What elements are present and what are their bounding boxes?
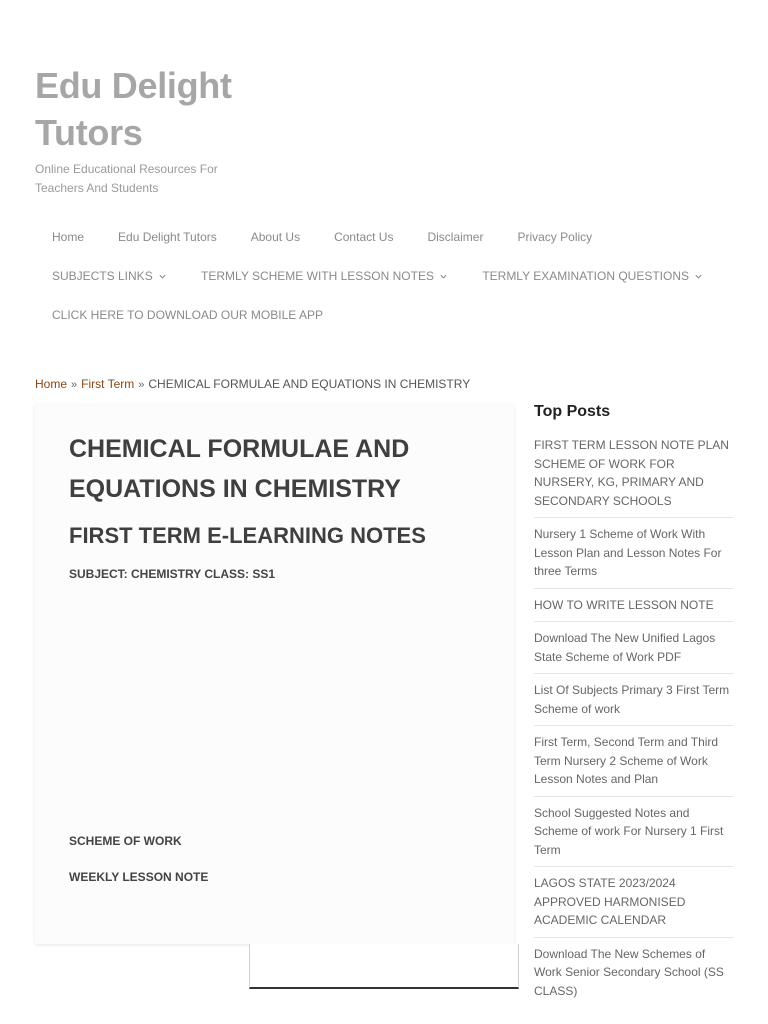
- nav-dropdown-termly-exam[interactable]: [465, 268, 720, 284]
- sidebar-title: Top Posts: [534, 403, 611, 420]
- nav-item-contact-us[interactable]: Contact Us: [334, 230, 394, 244]
- chevron-down-icon: [158, 272, 167, 281]
- nav-row-app: [35, 307, 340, 323]
- nav-row-dropdowns: [35, 268, 720, 284]
- breadcrumb: [35, 376, 470, 393]
- top-post-link[interactable]: HOW TO WRITE LESSON NOTE: [534, 596, 733, 623]
- nav-dropdown-termly-scheme[interactable]: [184, 268, 465, 284]
- breadcrumb-separator: »: [138, 379, 145, 391]
- chevron-down-icon: [694, 272, 703, 281]
- top-post-link[interactable]: Download The New Schemes of Work Senior Secondary School (SS CLASS): [534, 946, 724, 998]
- post-subtitle: FIRST TERM E-LEARNING NOTES: [69, 523, 426, 548]
- nav-dropdown-label: SUBJECTS LINKS: [52, 269, 153, 283]
- post-card: [35, 404, 514, 944]
- sidebar: [534, 402, 733, 1014]
- top-posts-list: [534, 436, 733, 1007]
- breadcrumb-home[interactable]: Home: [35, 377, 68, 391]
- top-post-link[interactable]: First Term, Second Term and Third Term Nursery 2 Scheme of Work Lesson Notes and Plan: [534, 733, 733, 797]
- site-description: Online Educational Resources For Teachers And Students: [35, 162, 218, 195]
- breadcrumb-category[interactable]: First Term: [81, 377, 135, 391]
- nav-dropdown-subjects-links[interactable]: [35, 268, 184, 284]
- subject-class-line: SUBJECT: CHEMISTRY CLASS: SS1: [69, 567, 276, 581]
- scheme-of-work-link[interactable]: SCHEME OF WORK: [69, 834, 182, 848]
- nav-item-privacy-policy[interactable]: Privacy Policy: [517, 230, 593, 244]
- nav-item-download-app[interactable]: CLICK HERE TO DOWNLOAD OUR MOBILE APP: [52, 308, 323, 322]
- nav-dropdown-label: TERMLY SCHEME WITH LESSON NOTES: [201, 269, 434, 283]
- breadcrumb-current: CHEMICAL FORMULAE AND EQUATIONS IN CHEMISTRY: [148, 377, 471, 391]
- top-post-link[interactable]: Download The New Unified Lagos State Scheme of Work PDF: [534, 629, 733, 674]
- ad-banner[interactable]: [249, 944, 519, 989]
- top-post-link[interactable]: School Suggested Notes and Scheme of work For Nursery 1 First Term: [534, 804, 733, 868]
- nav-item-about-us[interactable]: About Us: [250, 230, 301, 244]
- nav-item-home[interactable]: Home: [52, 230, 85, 244]
- site-title[interactable]: Edu Delight Tutors: [35, 65, 232, 153]
- breadcrumb-separator: »: [71, 379, 78, 391]
- nav-item-disclaimer[interactable]: Disclaimer: [427, 230, 484, 244]
- nav-item-edu-delight-tutors[interactable]: Edu Delight Tutors: [118, 230, 217, 244]
- weekly-lesson-note-link[interactable]: WEEKLY LESSON NOTE: [69, 870, 209, 884]
- top-post-link[interactable]: List Of Subjects Primary 3 First Term Scheme of work: [534, 681, 733, 726]
- top-post-link[interactable]: LAGOS STATE 2023/2024 APPROVED HARMONISED ACADEMIC CALENDAR: [534, 874, 733, 938]
- top-post-link[interactable]: FIRST TERM LESSON NOTE PLAN SCHEME OF WORK FOR NURSERY, KG, PRIMARY AND SECONDARY SCHOOLS: [534, 436, 733, 518]
- top-post-link[interactable]: Nursery 1 Scheme of Work With Lesson Plan and Lesson Notes For three Terms: [534, 525, 733, 589]
- nav-dropdown-label: TERMLY EXAMINATION QUESTIONS: [482, 269, 690, 283]
- page-title: CHEMICAL FORMULAE AND EQUATIONS IN CHEMISTRY: [69, 435, 410, 503]
- chevron-down-icon: [439, 272, 448, 281]
- nav-row-primary: [35, 229, 609, 245]
